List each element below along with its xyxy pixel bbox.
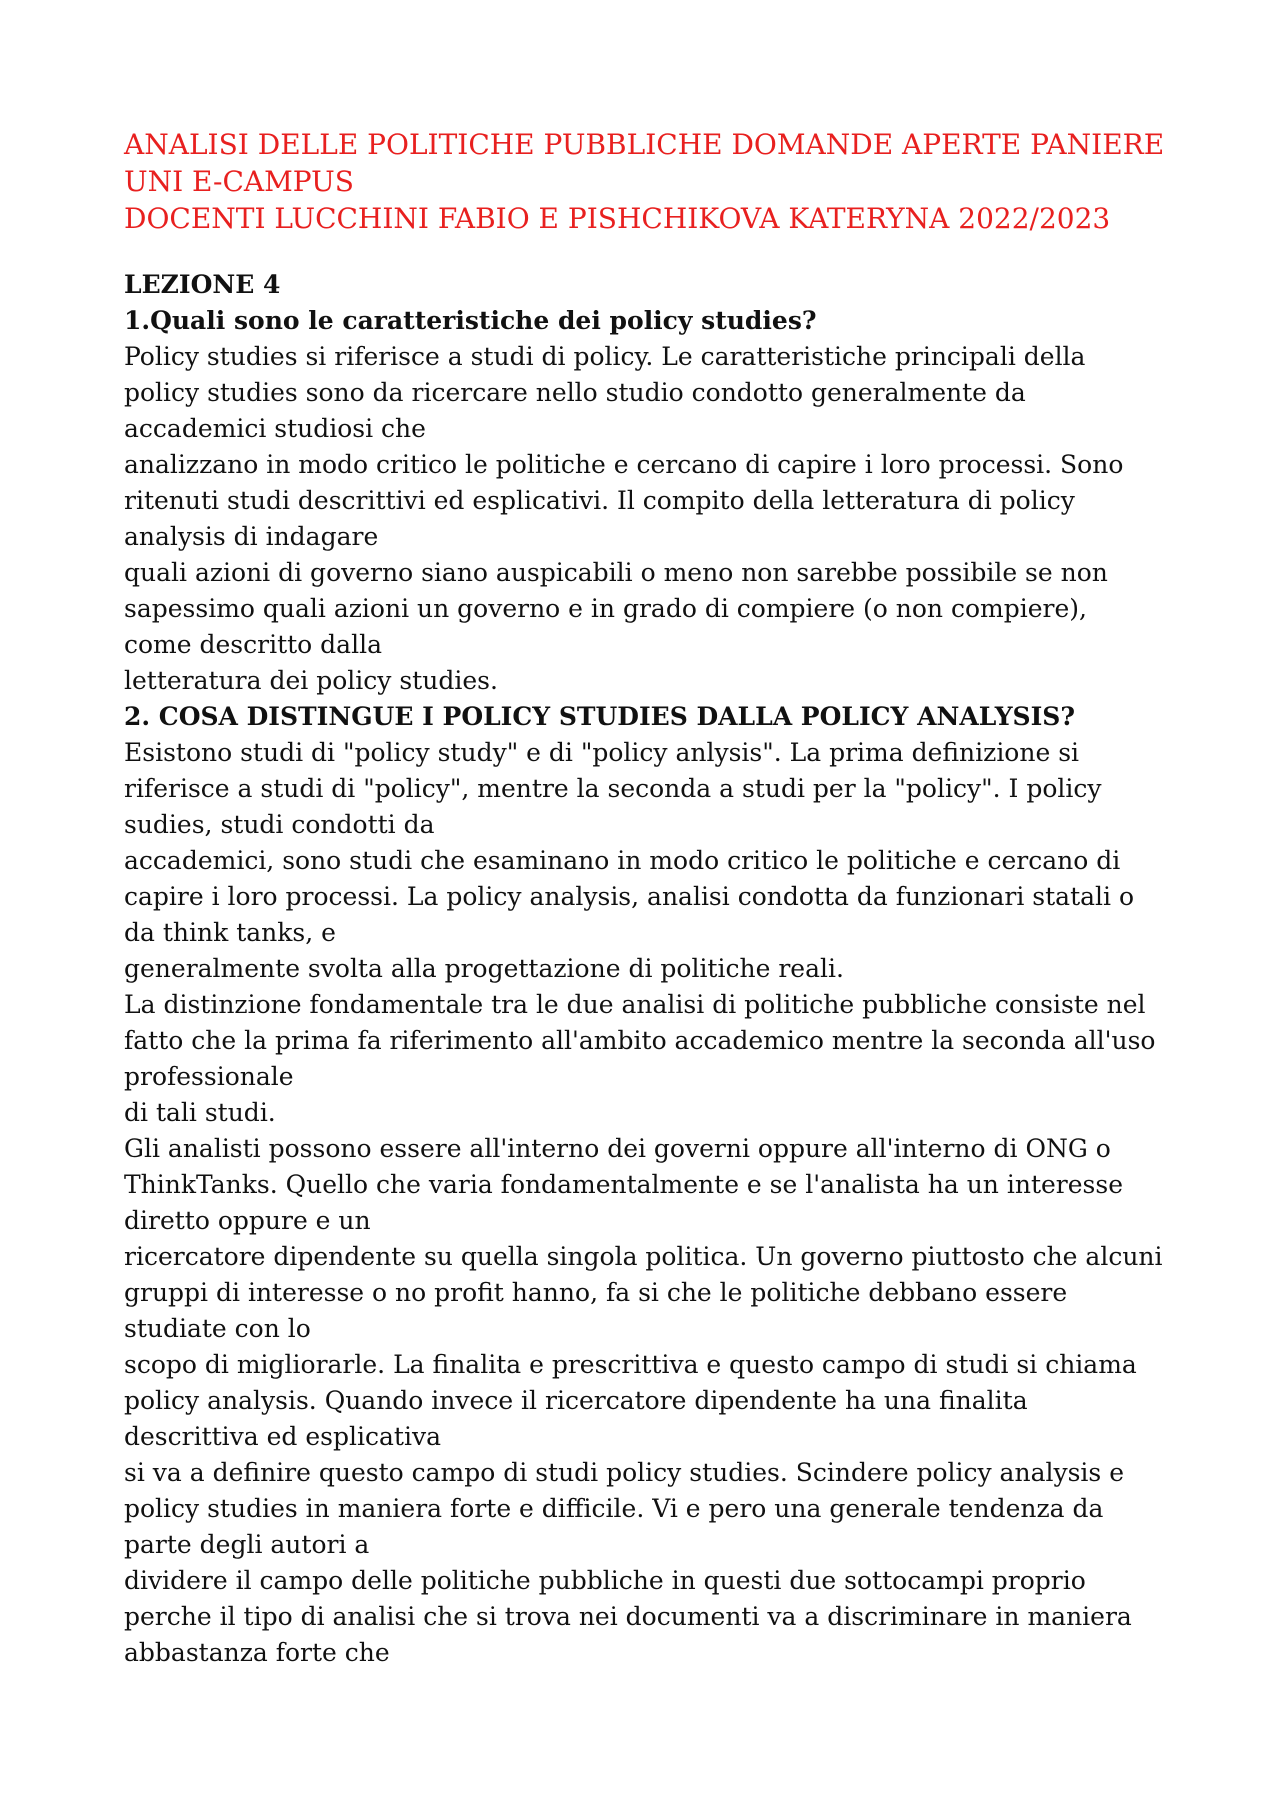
answer-line: diretto oppure e un [124, 1206, 371, 1235]
answer-line: policy studies sono da ricercare nello studio condotto generalmente da [124, 378, 1026, 407]
answer-line: si va a definire questo campo di studi policy studies. Scindere policy analysis e [124, 1458, 1124, 1487]
answer-line: perche il tipo di analisi che si trova nei documenti va a discriminare in maniera [124, 1602, 1132, 1631]
answer-line: generalmente svolta alla progettazione di politiche reali. [124, 954, 844, 983]
title-line: DOCENTI LUCCHINI FABIO E PISHCHIKOVA KATERYNA 2022/2023 [124, 202, 1111, 235]
answer-line: ThinkTanks. Quello che varia fondamentalmente e se l'analista ha un interesse [124, 1170, 1123, 1199]
answer-line: letteratura dei policy studies. [124, 666, 498, 695]
answer-line: professionale [124, 1062, 294, 1091]
answer-line: ritenuti studi descrittivi ed esplicativi. Il compito della letteratura di policy [124, 486, 1075, 515]
answer-line: fatto che la prima fa riferimento all'ambito accademico mentre la seconda all'uso [124, 1026, 1156, 1055]
answer-line: Policy studies si riferisce a studi di policy. Le caratteristiche principali della [124, 342, 1086, 371]
answer-line: analysis di indagare [124, 522, 379, 551]
answer-line: riferisce a studi di "policy", mentre la seconda a studi per la "policy". I policy [124, 774, 1102, 803]
answer-line: policy analysis. Quando invece il ricercatore dipendente ha una finalita [124, 1386, 1028, 1415]
answer-line: analizzano in modo critico le politiche e cercano di capire i loro processi. Sono [124, 450, 1124, 479]
answer-line: Gli analisti possono essere all'interno dei governi oppure all'interno di ONG o [124, 1134, 1111, 1163]
document-title [124, 126, 1264, 237]
lesson-heading: LEZIONE 4 [124, 270, 281, 299]
answer-line: come descritto dalla [124, 630, 382, 659]
title-line: UNI E-CAMPUS [124, 165, 354, 198]
answer-line: sapessimo quali azioni un governo e in grado di compiere (o non compiere), [124, 594, 1087, 623]
document-page [124, 126, 1264, 1671]
answer-line: gruppi di interesse o no profit hanno, fa si che le politiche debbano essere [124, 1278, 1068, 1307]
answer-line: quali azioni di governo siano auspicabili o meno non sarebbe possibile se non [124, 558, 1108, 587]
question-heading: 2. COSA DISTINGUE I POLICY STUDIES DALLA POLICY ANALYSIS? [124, 702, 1076, 731]
answer-line: accademici studiosi che [124, 414, 426, 443]
answer-line: sudies, studi condotti da [124, 810, 435, 839]
answer-line: Esistono studi di "policy study" e di "policy anlysis". La prima definizione si [124, 738, 1080, 767]
answer-line: descrittiva ed esplicativa [124, 1422, 441, 1451]
question-block [124, 699, 1264, 1671]
answer-line: La distinzione fondamentale tra le due analisi di politiche pubbliche consiste nel [124, 990, 1146, 1019]
answer-line: da think tanks, e [124, 918, 336, 947]
answer-line: abbastanza forte che [124, 1638, 390, 1667]
answer-line: parte degli autori a [124, 1530, 370, 1559]
answer-line: ricercatore dipendente su quella singola politica. Un governo piuttosto che alcuni [124, 1242, 1163, 1271]
questions-section [124, 303, 1264, 1671]
answer-line: scopo di migliorarle. La finalita e prescrittiva e questo campo di studi si chiama [124, 1350, 1137, 1379]
answer-line: accademici, sono studi che esaminano in modo critico le politiche e cercano di [124, 846, 1121, 875]
question-heading: 1.Quali sono le caratteristiche dei policy studies? [124, 306, 817, 335]
answer-line: dividere il campo delle politiche pubbliche in questi due sottocampi proprio [124, 1566, 1086, 1595]
answer-line: studiate con lo [124, 1314, 311, 1343]
answer-line: policy studies in maniera forte e difficile. Vi e pero una generale tendenza da [124, 1494, 1104, 1523]
title-line: ANALISI DELLE POLITICHE PUBBLICHE DOMANDE APERTE PANIERE [124, 128, 1165, 161]
answer-line: di tali studi. [124, 1098, 276, 1127]
question-block [124, 303, 1264, 699]
answer-line: capire i loro processi. La policy analysis, analisi condotta da funzionari statali o [124, 882, 1135, 911]
